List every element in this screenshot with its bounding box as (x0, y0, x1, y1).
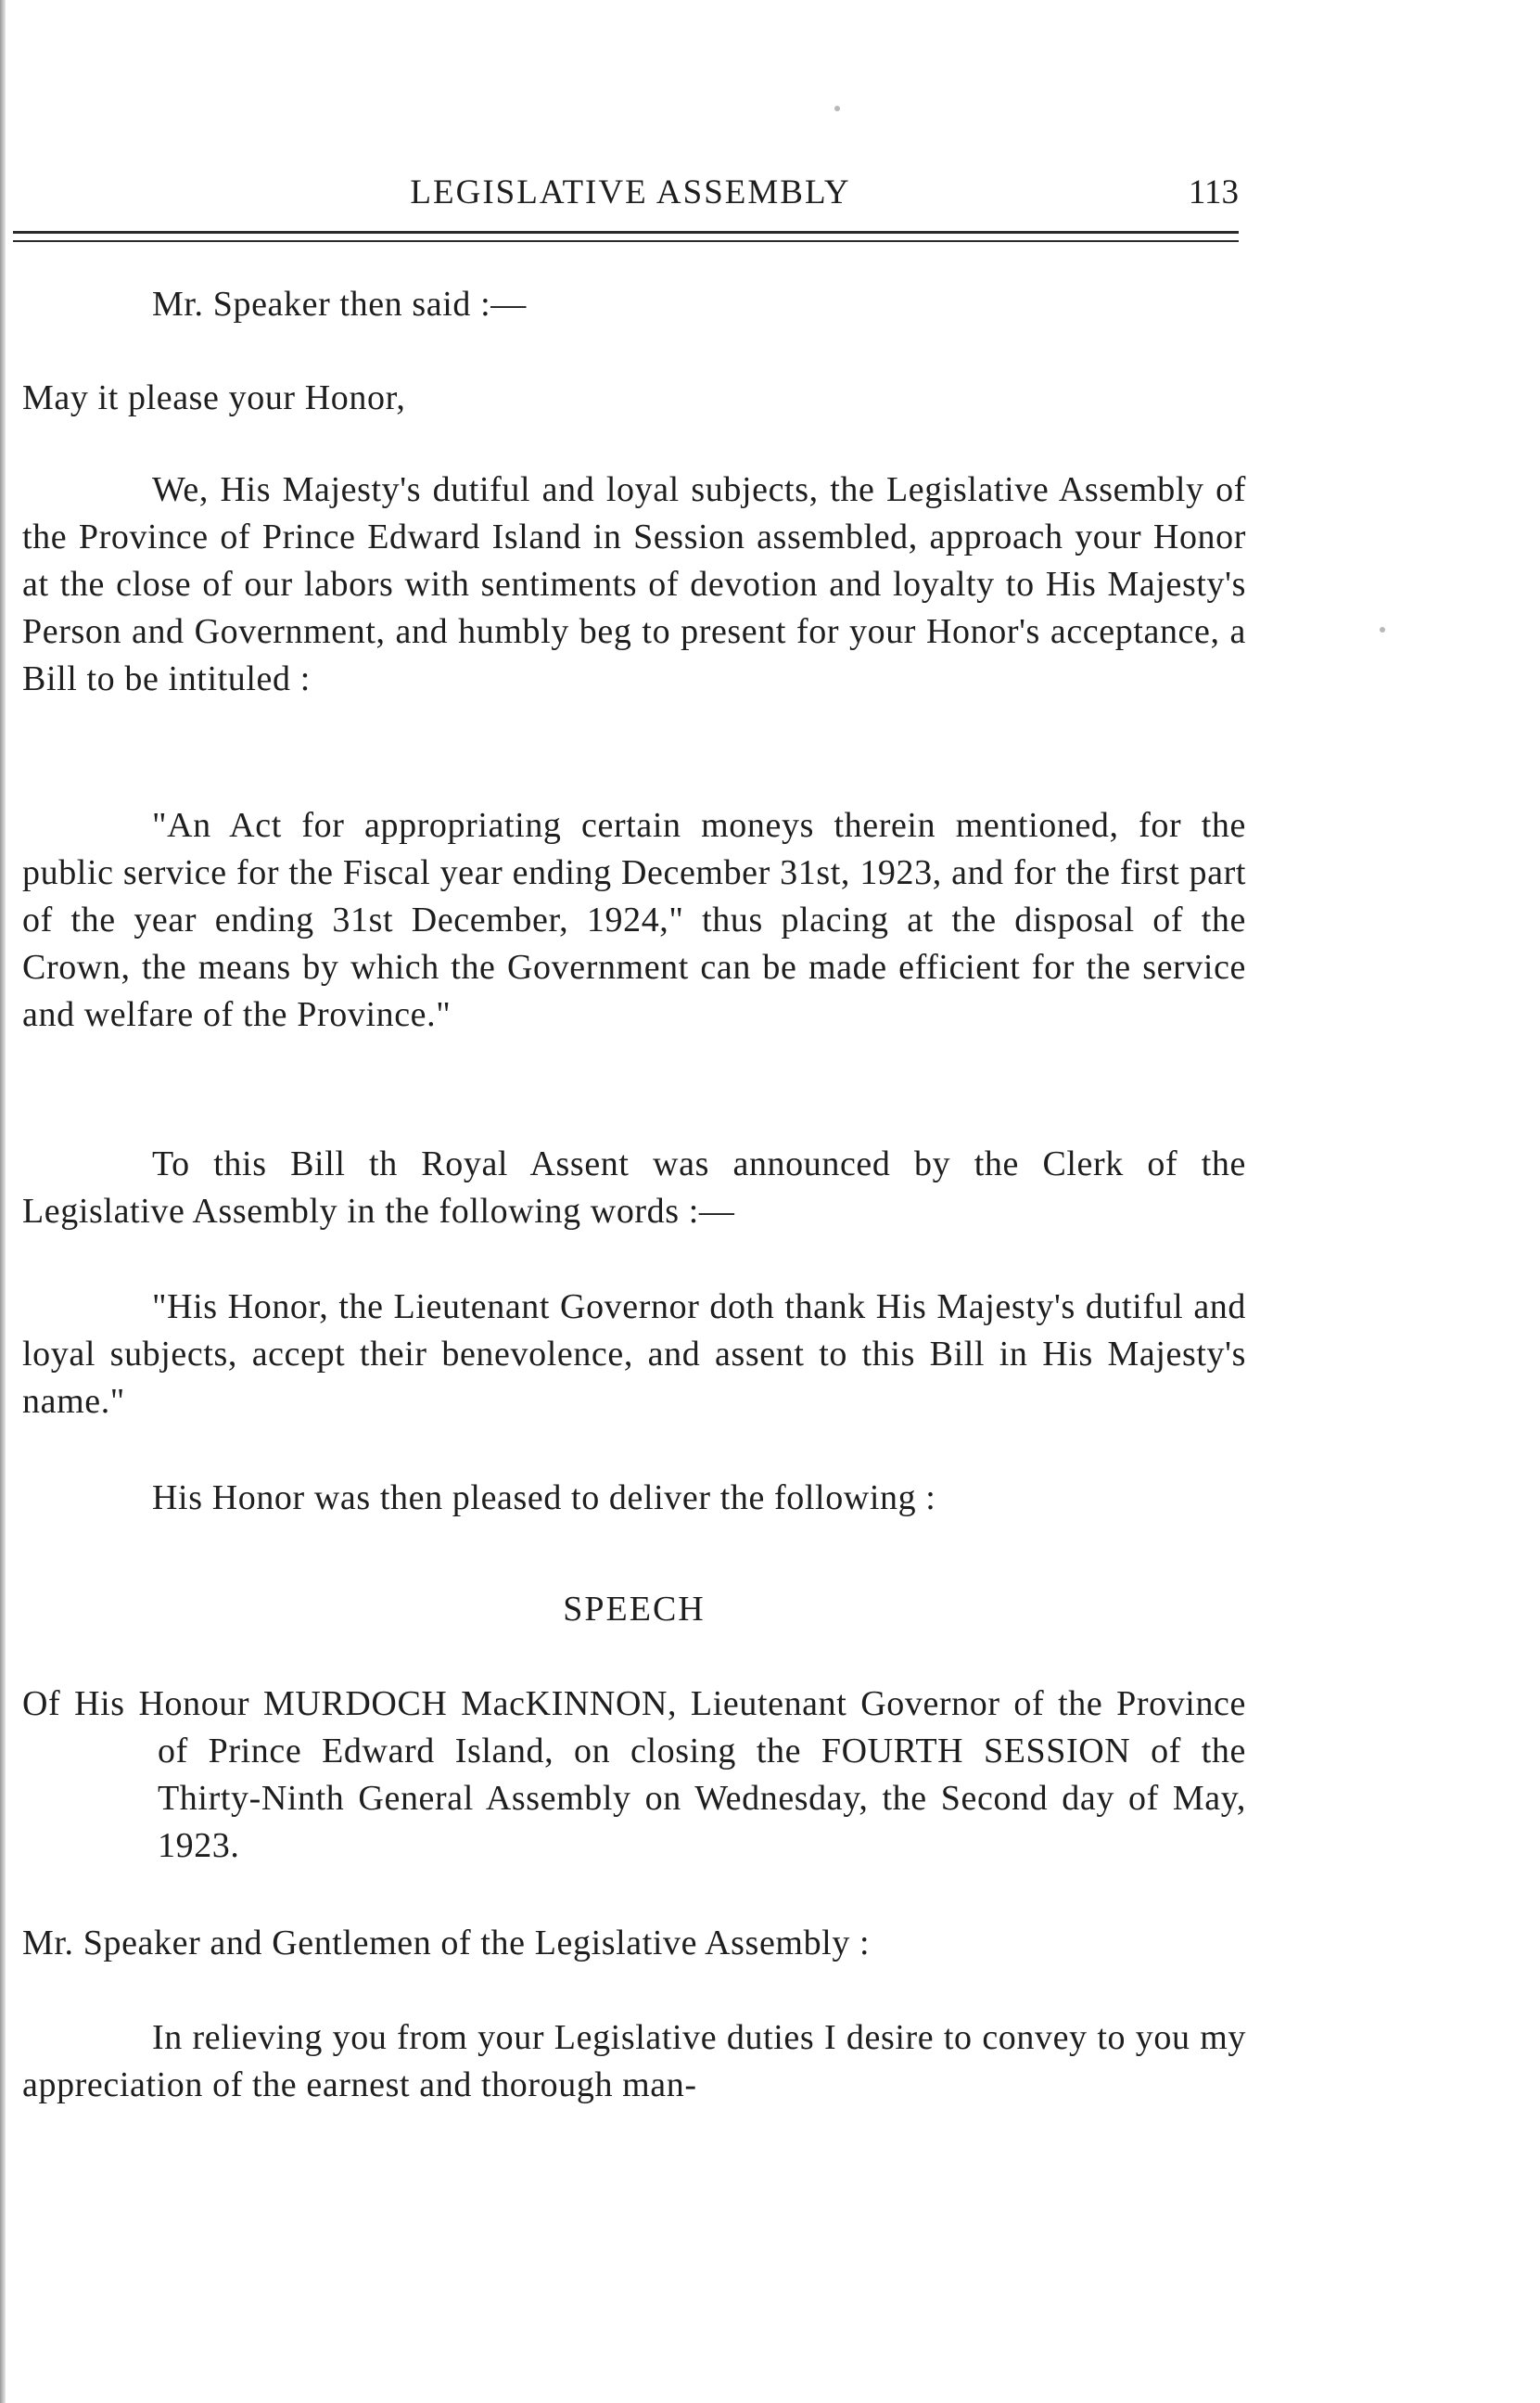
speech-caption: Of His Honour MURDOCH MacKINNON, Lieutenant Governor of the Province of Prince Edward Island, on closing the FOURTH SESSION of the Thirty-Ninth General Assembly on Wednesday, the Second day of May, 1923. (22, 1684, 1246, 1865)
royal-assent-paragraph: To this Bill th Royal Assent was announced by the Clerk of the Legislative Assembly in the following words :— (22, 1144, 1246, 1231)
running-title: LEGISLATIVE ASSEMBLY (410, 173, 851, 211)
speech-salutation: Mr. Speaker and Gentlemen of the Legislative Assembly : (22, 1924, 871, 1962)
speech-opening: In relieving you from your Legislative duties I desire to convey to you my appreciation of the earnest and thorough man- (22, 2018, 1246, 2104)
scan-speck (1380, 627, 1385, 633)
salutation: May it please your Honor, (22, 378, 406, 417)
address-paragraph: We, His Majesty's dutiful and loyal subjects, the Legislative Assembly of the Province of Prince Edward Island in Session assembled, approach your Honor at the close of our labors with sentiments of devotion and loyalty to His Majesty's Person and Government, and humbly beg to present for your Honor's acceptance, a Bill to be intituled : (22, 470, 1246, 698)
binding-shadow (0, 0, 6, 2403)
governor-thanks-paragraph: "His Honor, the Lieutenant Governor doth thank His Majesty's dutiful and loyal subjects, accept their benevolence, and assent to this Bill in His Majesty's name." (22, 1287, 1246, 1421)
intro-line: Mr. Speaker then said :— (152, 285, 527, 324)
running-header (22, 165, 1239, 221)
page-number: 113 (1188, 173, 1239, 211)
speech-heading: SPEECH (563, 1590, 706, 1629)
header-rule-top (13, 231, 1239, 234)
scan-speck (834, 106, 840, 111)
header-rule-bottom (13, 240, 1239, 242)
deliver-line: His Honor was then pleased to deliver the following : (152, 1478, 936, 1517)
bill-title-paragraph: "An Act for appropriating certain moneys therein mentioned, for the public service for the Fiscal year ending December 31st, 1923, and for the first part of the year ending 31st December, 1924," thus placing at the disposal of the Crown, the means by which the Government can be made efficient for the service and welfare of the Province." (22, 806, 1246, 1034)
